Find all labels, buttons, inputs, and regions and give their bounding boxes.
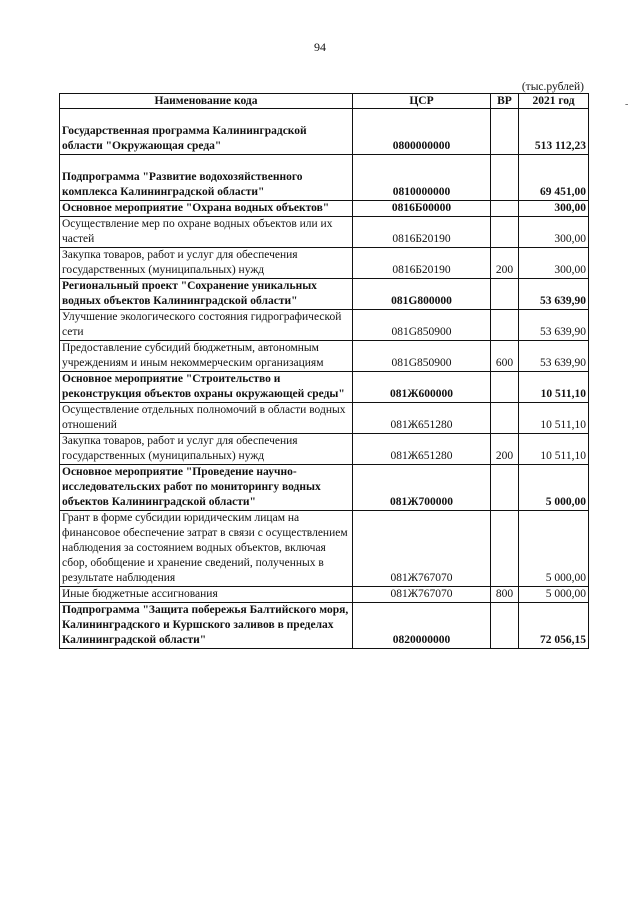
row-name-cell: Закупка товаров, работ и услуг для обеспечения государственных (муниципальных) нужд <box>62 249 298 276</box>
row-csr-cell: 081Ж600000 <box>389 388 454 400</box>
row-amount-cell: 10 511,10 <box>540 419 586 431</box>
row-vr-cell: 200 <box>495 450 514 462</box>
row-name-cell: Подпрограмма "Развитие водохозяйственного комплекса Калининградской области" <box>62 171 303 198</box>
row-spacer <box>62 109 350 124</box>
budget-table <box>59 93 589 649</box>
row-name-cell: Предоставление субсидий бюджетным, автономным учреждениям и иным некоммерческим организациям <box>62 342 324 369</box>
table-row <box>60 248 589 279</box>
table-row <box>60 465 589 511</box>
table-row <box>60 341 589 372</box>
row-amount-cell: 513 112,23 <box>534 140 586 152</box>
table-row <box>60 109 589 155</box>
row-csr-cell: 081Ж651280 <box>390 450 453 462</box>
row-csr-cell: 081G850900 <box>391 357 452 369</box>
row-amount-cell: 69 451,00 <box>540 186 586 198</box>
row-csr-cell: 0816Б00000 <box>391 202 452 214</box>
row-vr-cell: 600 <box>495 357 514 369</box>
header-vr: ВР <box>491 94 519 109</box>
row-amount-cell: 300,00 <box>554 233 586 245</box>
table-row <box>60 511 589 587</box>
row-name-cell: Осуществление отдельных полномочий в области водных отношений <box>62 404 346 431</box>
table-row <box>60 217 589 248</box>
table-row <box>60 603 589 649</box>
row-vr-cell: 800 <box>495 588 514 600</box>
row-name-cell: Грант в форме субсидии юридическим лицам на финансовое обеспечение затрат в связи с осуществлением наблюдения за состоянием водных объектов, включая сбор, обобщение и хранение сведений, полученных в результате наблюдения <box>62 512 348 584</box>
row-amount-cell: 53 639,90 <box>540 295 586 307</box>
row-amount-cell: 10 511,10 <box>540 450 586 462</box>
table-body <box>60 109 589 649</box>
row-csr-cell: 081Ж767070 <box>390 588 453 600</box>
row-csr-cell: 081Ж767070 <box>390 572 453 584</box>
row-name-cell: Государственная программа Калининградской области "Окружающая среда" <box>62 125 307 152</box>
table-row <box>60 587 589 603</box>
page-number: 94 <box>314 40 326 54</box>
row-name-cell: Закупка товаров, работ и услуг для обеспечения государственных (муниципальных) нужд <box>62 435 298 462</box>
units-note: (тыс.рублей) <box>521 81 584 93</box>
table-row <box>60 201 589 217</box>
row-amount-cell: 5 000,00 <box>545 588 586 600</box>
row-amount-cell: 72 056,15 <box>540 634 586 646</box>
row-csr-cell: 081Ж651280 <box>390 419 453 431</box>
margin-mark: - <box>625 99 629 110</box>
row-spacer <box>62 155 350 170</box>
table-row <box>60 155 589 201</box>
row-amount-cell: 53 639,90 <box>540 357 586 369</box>
row-vr-cell: 200 <box>495 264 514 276</box>
header-year: 2021 год <box>519 94 589 109</box>
row-amount-cell: 300,00 <box>554 264 586 276</box>
row-name-cell: Улучшение экологического состояния гидрографической сети <box>62 311 342 338</box>
row-csr-cell: 081Ж700000 <box>389 496 454 508</box>
row-name-cell: Основное мероприятие "Охрана водных объектов" <box>62 202 330 214</box>
row-name-cell: Иные бюджетные ассигнования <box>62 588 218 600</box>
table-row <box>60 310 589 341</box>
row-csr-cell: 0816Б20190 <box>392 264 451 276</box>
row-csr-cell: 0820000000 <box>392 634 451 646</box>
table-row <box>60 279 589 310</box>
row-name-cell: Осуществление мер по охране водных объектов или их частей <box>62 218 333 245</box>
row-amount-cell: 5 000,00 <box>545 496 586 508</box>
table-header-row <box>60 94 589 109</box>
row-csr-cell: 081G800000 <box>391 295 452 307</box>
row-name-cell: Основное мероприятие "Проведение научно-исследовательских работ по мониторингу водных объектов Калининградской области" <box>62 466 321 508</box>
table-row <box>60 434 589 465</box>
header-name: Наименование кода <box>60 94 353 109</box>
header-csr: ЦСР <box>353 94 491 109</box>
row-name-cell: Основное мероприятие "Строительство и реконструкция объектов охраны окружающей среды" <box>62 373 345 400</box>
row-amount-cell: 5 000,00 <box>545 572 586 584</box>
row-name-cell: Подпрограмма "Защита побережья Балтийского моря, Калининградского и Куршского заливов в пределах Калининградской области" <box>62 604 349 646</box>
row-amount-cell: 300,00 <box>554 202 586 214</box>
row-csr-cell: 081G850900 <box>391 326 452 338</box>
table-row <box>60 403 589 434</box>
row-amount-cell: 53 639,90 <box>540 326 586 338</box>
row-csr-cell: 0800000000 <box>392 140 451 152</box>
table-row <box>60 372 589 403</box>
row-name-cell: Региональный проект "Сохранение уникальных водных объектов Калининградской области" <box>62 280 317 307</box>
row-amount-cell: 10 511,10 <box>540 388 586 400</box>
row-csr-cell: 0816Б20190 <box>392 233 451 245</box>
row-csr-cell: 0810000000 <box>392 186 451 198</box>
